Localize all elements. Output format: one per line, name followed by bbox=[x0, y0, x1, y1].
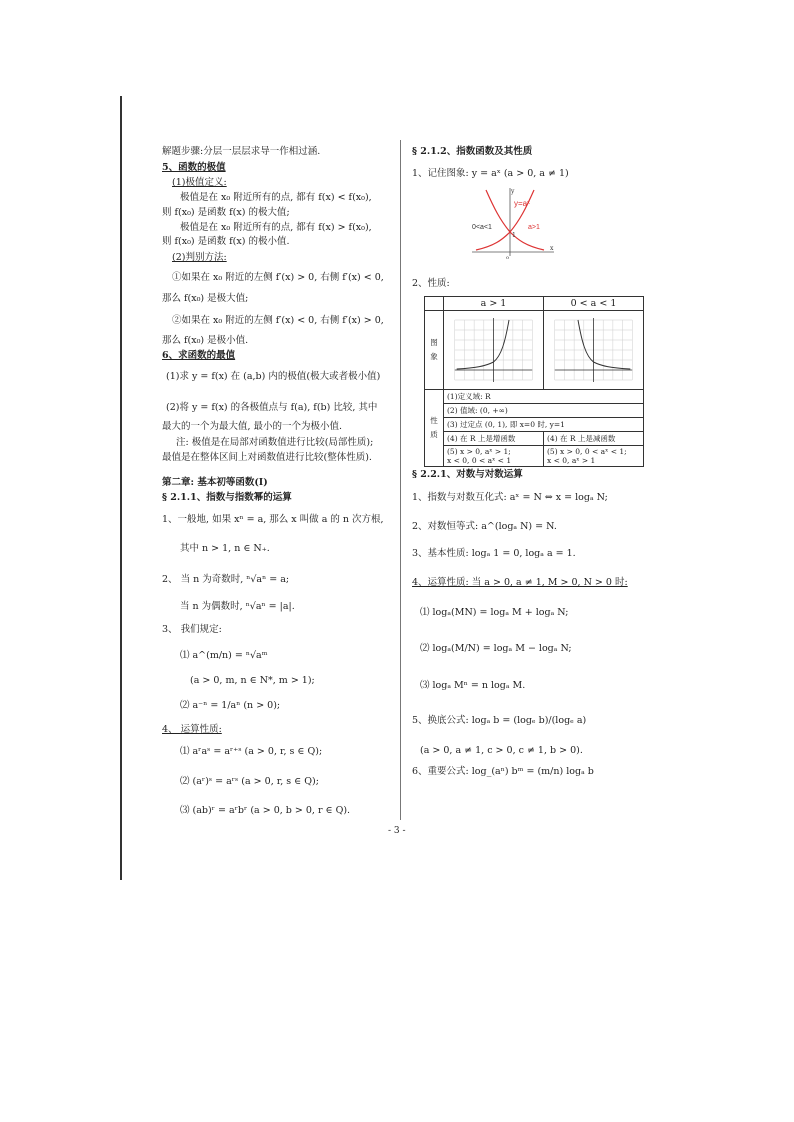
section-heading: 5、函数的极值 bbox=[162, 162, 226, 173]
formula: ⑴ aʳaˢ = aʳ⁺ˢ (a > 0, r, s ∈ Q); bbox=[180, 746, 323, 757]
table-header-cell: 0 < a < 1 bbox=[544, 297, 644, 311]
exponential-graph-figure bbox=[468, 184, 560, 260]
formula: 6、重要公式: log_(aⁿ) bᵐ = (m/n) logₐ b bbox=[412, 766, 594, 777]
formula: ⑶ (ab)ʳ = aʳbʳ (a > 0, b > 0, r ∈ Q). bbox=[180, 805, 351, 816]
text-line: (1)求 y = f(x) 在 (a,b) 内的极值(极大或者极小值) bbox=[166, 371, 381, 382]
text-line: 4、运算性质: 当 a > 0, a ≠ 1, M > 0, N > 0 时: bbox=[412, 577, 628, 588]
row-label: 性质 bbox=[425, 390, 444, 467]
text-line: 2、对数恒等式: a^(logₐ N) = N. bbox=[412, 521, 557, 532]
text-line: 极值是在 x₀ 附近所有的点, 都有 f(x) < f(x₀), bbox=[180, 192, 372, 203]
table-header-row bbox=[425, 297, 644, 311]
text-line: 极值是在 x₀ 附近所有的点, 都有 f(x) > f(x₀), bbox=[180, 222, 372, 233]
table-row bbox=[425, 390, 644, 404]
formula: (a > 0, m, n ∈ N*, m > 1); bbox=[190, 675, 315, 686]
formula: 5、换底公式: logₐ b = (logₑ b)/(logₑ a) bbox=[412, 715, 587, 726]
x-axis-label: x bbox=[550, 245, 554, 252]
table-cell: (2) 值域: (0, +∞) bbox=[444, 404, 644, 418]
table-cell: (1)定义域: R bbox=[444, 390, 644, 404]
graph-cell bbox=[544, 311, 644, 390]
formula: ⑶ logₐ Mⁿ = n logₐ M. bbox=[420, 680, 526, 691]
function-label: y=aˣ bbox=[514, 199, 530, 208]
table-corner-cell bbox=[425, 297, 444, 311]
subsection-heading: (2)判别方法: bbox=[172, 252, 227, 263]
table-cell: (4) 在 R 上是减函数 bbox=[544, 432, 644, 446]
table-cell: (4) 在 R 上是增函数 bbox=[444, 432, 544, 446]
graph-cell bbox=[444, 311, 544, 390]
table-header-cell: a > 1 bbox=[444, 297, 544, 311]
section-title: § 2.2.1、对数与对数运算 bbox=[412, 469, 523, 480]
text-line: 最大的一个为最大值, 最小的一个为极小值. bbox=[162, 421, 343, 432]
table-cell-line: (5) x > 0, aˣ > 1; bbox=[447, 447, 511, 456]
text-line: 3、 我们规定: bbox=[162, 624, 222, 635]
note-line: 最值是在整体区间上对函数值进行比较(整体性质). bbox=[162, 452, 372, 463]
section-heading: 6、求函数的最值 bbox=[162, 350, 236, 361]
formula: ⑴ logₐ(MN) = logₐ M + logₐ N; bbox=[420, 607, 569, 618]
text-line: 其中 n > 1, n ∈ N₊. bbox=[180, 543, 270, 554]
y-axis-label: y bbox=[511, 188, 515, 195]
table-row bbox=[425, 404, 644, 418]
table-cell: (3) 过定点 (0, 1), 即 x=0 时, y=1 bbox=[444, 418, 644, 432]
text-line: 则 f(x₀) 是函数 f(x) 的极大值; bbox=[162, 207, 290, 218]
text-line: 则 f(x₀) 是函数 f(x) 的极小值. bbox=[162, 236, 290, 247]
subsection-heading: (1)极值定义: bbox=[172, 177, 227, 188]
increasing-graph bbox=[447, 312, 540, 386]
table-cell-line: (5) x > 0, 0 < aˣ < 1; bbox=[547, 447, 627, 456]
text-line: 3、基本性质: logₐ 1 = 0, logₐ a = 1. bbox=[412, 548, 576, 559]
table-row bbox=[425, 432, 644, 446]
table-cell bbox=[544, 446, 644, 467]
text-line: (2)将 y = f(x) 的各极值点与 f(a), f(b) 比较, 其中 bbox=[166, 402, 378, 413]
column-divider bbox=[400, 140, 401, 820]
formula: (a > 0, a ≠ 1, c > 0, c ≠ 1, b > 0). bbox=[420, 745, 583, 756]
intercept-label: 1 bbox=[512, 232, 516, 239]
row-label: 图象 bbox=[425, 311, 444, 390]
text-line: 1、一般地, 如果 xⁿ = a, 那么 x 叫做 a 的 n 次方根, bbox=[162, 514, 384, 525]
formula: ⑵ a⁻ⁿ = 1/aⁿ (n > 0); bbox=[180, 700, 281, 711]
text-line: 4、 运算性质: bbox=[162, 724, 222, 735]
note-line: 注: 极值是在局部对函数值进行比较(局部性质); bbox=[176, 437, 374, 448]
table-row bbox=[425, 418, 644, 432]
chapter-title: 第二章: 基本初等函数(Ⅰ) bbox=[162, 477, 268, 488]
table-row bbox=[425, 446, 644, 467]
text-line: 2、性质: bbox=[412, 278, 450, 289]
origin-label: o bbox=[506, 255, 510, 260]
exponential-properties-table bbox=[424, 296, 644, 467]
text-line: 那么 f(x₀) 是极小值. bbox=[162, 335, 249, 346]
text-line: 2、 当 n 为奇数时, ⁿ√aⁿ = a; bbox=[162, 574, 290, 585]
text-line: 那么 f(x₀) 是极大值; bbox=[162, 293, 249, 304]
section-title: § 2.1.1、指数与指数幂的运算 bbox=[162, 492, 292, 503]
decreasing-graph bbox=[547, 312, 640, 386]
right-curve-label: a>1 bbox=[528, 224, 540, 231]
left-curve-label: 0<a<1 bbox=[472, 224, 492, 231]
table-cell-line: x < 0, aˣ > 1 bbox=[547, 456, 596, 465]
table-cell-line: x < 0, 0 < aˣ < 1 bbox=[447, 456, 512, 465]
text-line: 1、指数与对数互化式: aˣ = N ⇔ x = logₐ N; bbox=[412, 492, 608, 503]
text-line: 当 n 为偶数时, ⁿ√aⁿ = |a|. bbox=[180, 601, 295, 612]
formula: ⑴ a^(m/n) = ⁿ√aᵐ bbox=[180, 650, 268, 661]
text-line: 1、记住图象: y = aˣ (a > 0, a ≠ 1) bbox=[412, 168, 569, 179]
text-line: 解题步骤:分层一层层求导一作相过涵. bbox=[162, 146, 321, 157]
table-row-graph bbox=[425, 311, 644, 390]
formula: ⑵ (aʳ)ˢ = aʳˢ (a > 0, r, s ∈ Q); bbox=[180, 776, 319, 787]
binding-margin-line bbox=[120, 96, 122, 880]
text-line: ①如果在 x₀ 附近的左侧 f′(x) > 0, 右侧 f′(x) < 0, bbox=[172, 272, 384, 283]
table-cell bbox=[444, 446, 544, 467]
page-number: - 3 - bbox=[388, 826, 406, 836]
section-title: § 2.1.2、指数函数及其性质 bbox=[412, 146, 533, 157]
formula: ⑵ logₐ(M/N) = logₐ M − logₐ N; bbox=[420, 643, 572, 654]
text-line: ②如果在 x₀ 附近的左侧 f′(x) < 0, 右侧 f′(x) > 0, bbox=[172, 315, 384, 326]
